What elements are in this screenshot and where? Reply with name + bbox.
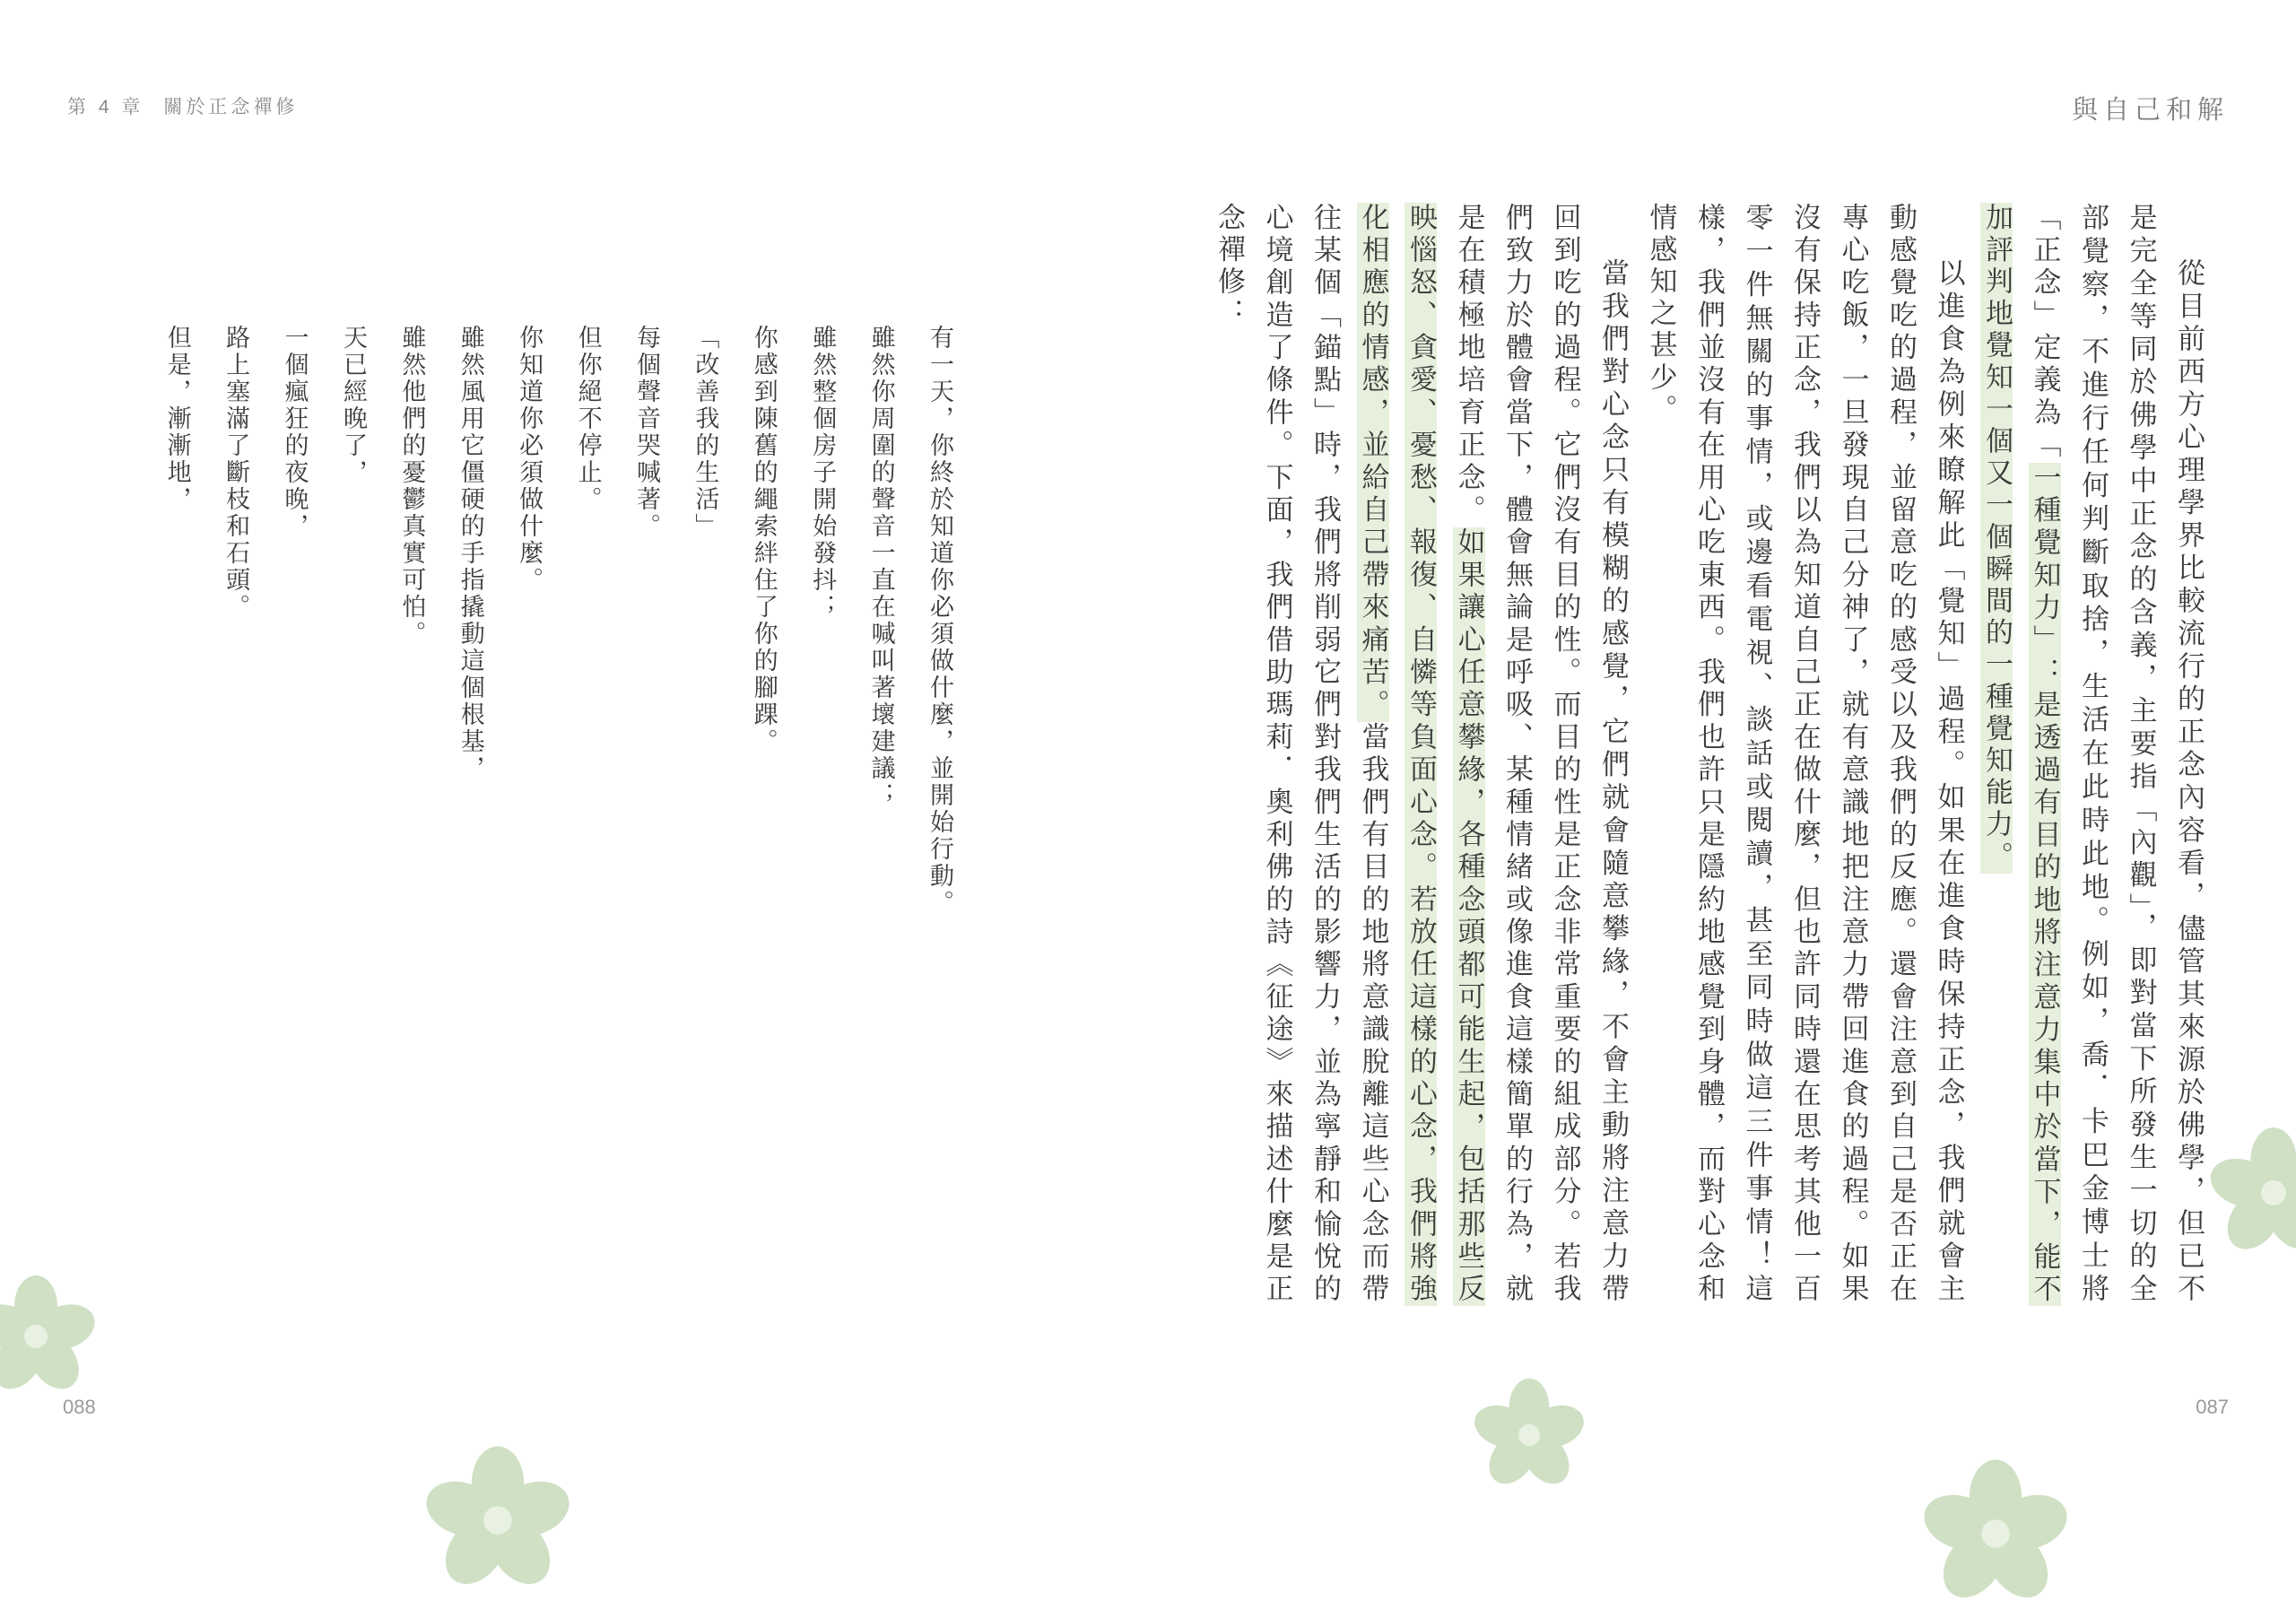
book-title-running-head: 與自己和解 — [2071, 94, 2229, 125]
flower-icon — [2206, 1126, 2296, 1260]
flower-icon — [1919, 1458, 2072, 1610]
paragraph-text: 當我們有目的地將意識脫離這些心念而帶往某個「錨點」時，我們將削弱它們對我們生活的影響力，並為寧靜和愉悅的心境創造了條件。下面，我們借助瑪莉．奧利佛的詩《征途》來描述什麼是正念禪修： — [1213, 203, 1389, 1306]
poem-line: 雖然風用它僵硬的手指撬動這個根基， — [456, 325, 484, 782]
poem-line: 但是，漸漸地， — [162, 325, 191, 513]
paragraph-text: 當我們對心念只有模糊的感覺，它們就會隨意攀緣，不會主動將注意力帶回到吃的過程。它們沒有目的性。而目的性是正念非常重要的組成部分。若我們致力於體會當下，體會無論是呼吸、某種情緒或像進食這樣簡單的行為，就是在積極地培育正念。 — [1452, 203, 1629, 1306]
poem-line: 你感到陳舊的繩索絆住了你的腳踝。 — [749, 325, 778, 755]
highlighted-text: 一種覺知力」：是透過有目的地將注意力集中於當下，能不加評判地覺知一個又一個瞬間的一種覺知能力。 — [1980, 203, 2061, 1306]
paragraph — [1636, 203, 1972, 1306]
poem-line: 但你絕不停止。 — [573, 325, 602, 513]
paragraph — [1205, 203, 1637, 1306]
flower-icon — [422, 1444, 574, 1597]
paragraph-text: 以進食為例來瞭解此「覺知」過程。如果在進食時保持正念，我們就會主動感覺吃的過程，並留意吃的感受以及我們的反應。還會注意到自己是否正在專心吃飯，一旦發現自己分神了，就有意識地把注意力帶回進食的過程。如果沒有保持正念，我們以為知道自己正在做什麼，但也許同時還在思考其他一百零一件無關的事情，或邊看電視、談話或閱讀，甚至同時做這三件事情！這樣，我們並沒有在用心吃東西。我們也許只是隱約地感覺到身體，而對心念和情感知之甚少。 — [1644, 203, 1965, 1306]
page-number-right: 087 — [2196, 1396, 2229, 1418]
highlighted-text: 如果讓心任意攀緣，各種念頭都可能生起，包括那些反映惱怒、貪愛、憂愁、報復、自憐等負面心念。若放任這樣的心念，我們將強化相應的情感，並給自己帶來痛苦。 — [1356, 203, 1485, 1306]
chapter-running-head — [67, 92, 298, 119]
page-number-left: 088 — [63, 1396, 96, 1418]
flower-icon — [1471, 1377, 1587, 1493]
poem-line: 天已經晚了， — [338, 325, 367, 486]
poem-line: 你知道你必須做什麼。 — [515, 325, 544, 594]
poem-line: 雖然整個房子開始發抖； — [808, 325, 837, 621]
poem-block — [147, 325, 969, 1275]
poem-line: 有一天，你終於知道你必須做什麼，並開始行動。 — [926, 325, 953, 917]
chapter-title: 關於正念禪修 — [163, 97, 299, 117]
chapter-number: 第 4 章 — [67, 97, 144, 117]
right-page — [1148, 0, 2296, 1553]
poem-line: 雖然他們的憂鬱真實可怕。 — [397, 325, 426, 648]
poem-line: 每個聲音哭喊著。 — [631, 325, 660, 540]
paragraph — [1972, 203, 2213, 1306]
left-page — [0, 0, 1148, 1553]
poem-line: 雖然你周圍的聲音一直在喊叫著壞建議； — [866, 325, 895, 809]
body-text — [1205, 203, 2213, 1306]
poem-line: 路上塞滿了斷枝和石頭。 — [222, 325, 250, 621]
poem-line: 一個瘋狂的夜晚， — [280, 325, 309, 540]
flower-icon — [0, 1274, 99, 1399]
poem-line: 「改善我的生活」 — [691, 325, 719, 540]
paragraph-text: 從目前西方心理學界比較流行的正念內容看，儘管其來源於佛學，但已不是完全等同於佛學中正念的含義，主要指「內觀」，即對當下所發生一切的全部覺察，不進行任何判斷取捨，生活在此時此地。例如，喬．卡巴金博士將「正念」定義為「 — [2028, 203, 2205, 1306]
